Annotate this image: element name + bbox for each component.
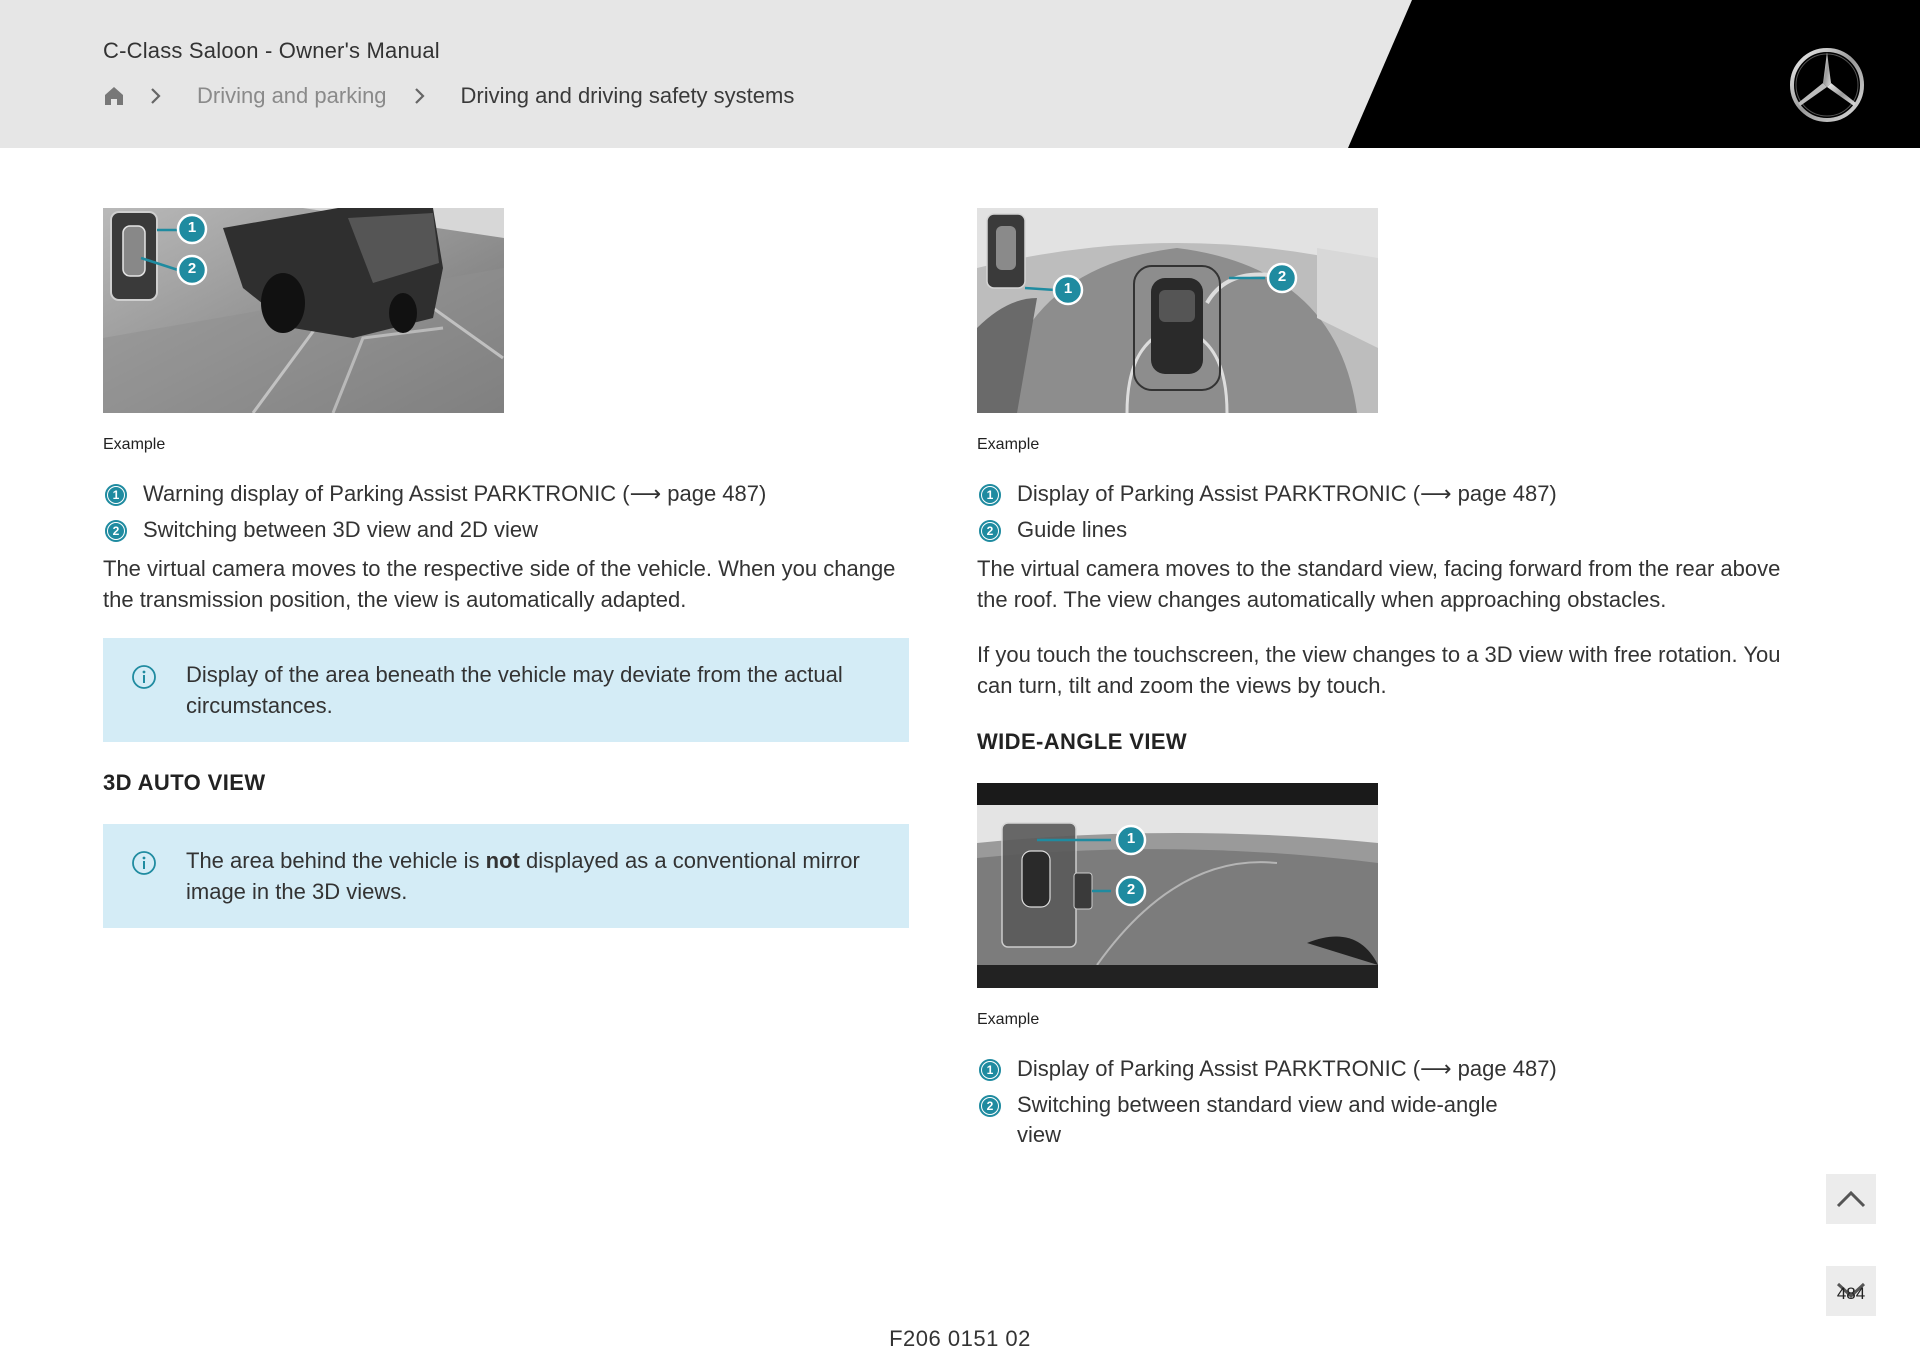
figure-marker-2: 2 xyxy=(1277,268,1287,285)
list-item xyxy=(103,479,909,509)
list-item xyxy=(977,1054,1797,1084)
callout-number-icon: 2 xyxy=(979,520,1001,542)
callout-number-icon: 2 xyxy=(979,1095,1001,1117)
legend-text: Display of Parking Assist PARKTRONIC (⟶ page 487) xyxy=(1017,1056,1557,1081)
legend-text: Warning display of Parking Assist PARKTRONIC (⟶ page 487) xyxy=(143,481,767,506)
callout-number-icon: 2 xyxy=(105,520,127,542)
section-heading-3d-auto-view: 3D AUTO VIEW xyxy=(103,770,266,795)
chevron-up-icon xyxy=(1835,1189,1867,1209)
breadcrumb xyxy=(103,80,820,112)
note-bold-word: not xyxy=(485,848,520,873)
mercedes-star-logo xyxy=(1788,46,1866,124)
home-icon[interactable] xyxy=(103,85,125,107)
right-column xyxy=(977,208,1797,1156)
chevron-right-icon xyxy=(413,85,427,107)
figure-standard-view xyxy=(977,208,1378,413)
callout-number-icon: 1 xyxy=(105,484,127,506)
list-item xyxy=(977,479,1797,509)
list-item xyxy=(103,515,909,545)
figure-legend xyxy=(977,479,1797,545)
legend-text: Switching between standard view and wide-angle view xyxy=(1017,1092,1498,1147)
left-column xyxy=(103,208,909,928)
scroll-up-button[interactable] xyxy=(1826,1174,1876,1224)
legend-text: Display of Parking Assist PARKTRONIC (⟶ page 487) xyxy=(1017,481,1557,506)
figure-legend xyxy=(977,1054,1797,1150)
figure-marker-2: 2 xyxy=(187,260,197,277)
list-item xyxy=(977,1090,1537,1150)
figure-caption: Example xyxy=(103,436,166,453)
figure-marker-1: 1 xyxy=(1063,280,1073,297)
section-heading-wide-angle-view: WIDE-ANGLE VIEW xyxy=(977,729,1188,754)
info-icon xyxy=(131,850,157,876)
note-text: The area behind the vehicle is not displayed as a conventional mirror image in the 3D views. xyxy=(186,848,860,904)
legend-text: Guide lines xyxy=(1017,517,1128,542)
breadcrumb-current-page: Driving and driving safety systems xyxy=(460,83,795,108)
figure-legend xyxy=(103,479,909,545)
page-number: 484 xyxy=(1836,1284,1866,1303)
document-code: F206 0151 02 xyxy=(889,1326,1031,1351)
body-paragraph: The virtual camera moves to the standard view, facing forward from the rear above the roof. The view changes automatically when approaching obstacles. xyxy=(977,556,1781,612)
breadcrumb-driving-and-parking[interactable]: Driving and parking xyxy=(197,83,387,108)
callout-number-icon: 1 xyxy=(979,1059,1001,1081)
note-text: Display of the area beneath the vehicle may deviate from the actual circumstances. xyxy=(186,662,843,718)
figure-marker-1: 1 xyxy=(187,219,197,236)
list-item xyxy=(977,515,1797,545)
legend-text: Switching between 3D view and 2D view xyxy=(143,517,538,542)
header-black-panel xyxy=(0,0,1920,148)
figure-marker-2: 2 xyxy=(1126,881,1136,898)
callout-number-icon: 1 xyxy=(979,484,1001,506)
chevron-right-icon xyxy=(149,85,163,107)
body-paragraph: If you touch the touchscreen, the view changes to a 3D view with free rotation. You can turn, tilt and zoom the views by touch. xyxy=(977,642,1781,698)
figure-wide-angle-view xyxy=(977,783,1378,988)
info-note xyxy=(103,824,909,928)
info-icon xyxy=(131,664,157,690)
info-note xyxy=(103,638,909,742)
header xyxy=(0,0,1920,148)
figure-3d-view xyxy=(103,208,504,413)
figure-marker-1: 1 xyxy=(1126,830,1136,847)
figure-caption: Example xyxy=(977,1011,1040,1028)
document-title: C-Class Saloon - Owner's Manual xyxy=(103,38,440,63)
figure-caption: Example xyxy=(977,436,1040,453)
body-paragraph: The virtual camera moves to the respective side of the vehicle. When you change the transmission position, the view is automatically adapted. xyxy=(103,556,896,612)
